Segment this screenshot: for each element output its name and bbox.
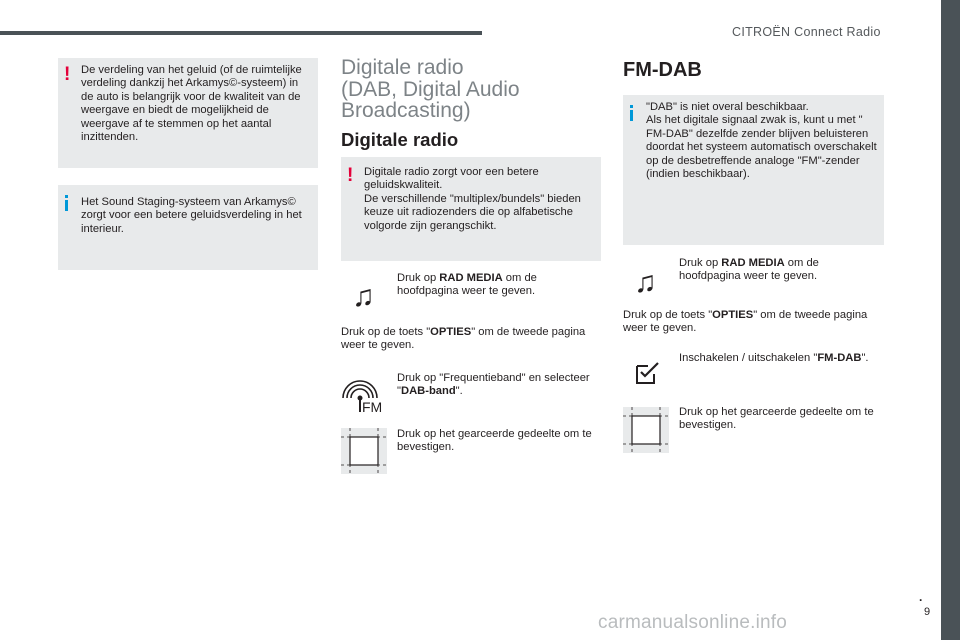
music-note-icon: ♫ <box>352 280 375 313</box>
step-text: Druk op "Frequentieband" en selecteer " <box>397 372 590 398</box>
para-key: OPTIES <box>712 309 754 321</box>
side-tab <box>941 0 960 640</box>
step-text: ". <box>455 385 463 398</box>
warning-note-sound <box>58 58 318 168</box>
note-line: De verschillende "multiplex/bundels" bieden keuze uit radiozenders die op alfabetische volgorde zijn gerangschikt. <box>364 192 581 232</box>
para-text: " om de tweede pagina weer te geven. <box>341 326 586 352</box>
touch-zone-icon <box>341 428 387 474</box>
page-dots: . <box>919 590 923 604</box>
step-text: Druk op <box>679 257 722 269</box>
music-note-icon: ♫ <box>634 266 657 299</box>
step-text: Inschakelen / uitschakelen " <box>679 352 818 364</box>
note-text: De verdeling van het geluid (of de ruimtelijke verdeling dankzij het Arkamys©-systeem) in de auto is belangrijk voor de kwaliteit van de weergave en biedt de mogelijkheid de weergave af te stemmen op het aantal inzittenden. <box>81 64 302 144</box>
paragraph-options <box>341 326 603 353</box>
heading-fm-dab: FM-DAB <box>623 59 702 81</box>
paragraph-options <box>623 309 885 336</box>
note-line: "DAB" is niet overal beschikbaar. <box>646 101 809 113</box>
header-rule <box>0 31 482 35</box>
step-toggle-fm-dab <box>679 352 879 365</box>
info-note-sound-staging <box>58 185 318 270</box>
note-line: Als het digitale signaal zwak is, kunt u met " FM-DAB" dezelfde zender blijven beluisteren doordat het systeem automatisch overschakelt op de desbetreffende analoge "FM"-zender (indien beschikbaar). <box>646 114 877 181</box>
step-confirm: Druk op het gearceerde gedeelte om te bevestigen. <box>397 428 592 454</box>
step-rad-media <box>397 272 597 299</box>
para-key: OPTIES <box>430 326 472 338</box>
step-key: DAB-band <box>400 385 456 398</box>
fm-label: FM <box>362 399 383 414</box>
step-text: ". <box>861 352 869 364</box>
title-line: Broadcasting) <box>341 99 471 122</box>
page-header-title: CITROËN Connect Radio <box>732 25 881 39</box>
info-icon <box>64 195 70 211</box>
step-rad-media <box>679 257 879 284</box>
radio-fm-icon <box>342 378 386 414</box>
note-line: Digitale radio zorgt voor een betere geluidskwaliteit. <box>364 166 539 192</box>
subheading-digital-radio: Digitale radio <box>341 129 459 150</box>
para-text: Druk op de toets " <box>341 326 431 338</box>
step-text: om de hoofdpagina weer te geven. <box>679 257 819 283</box>
title-line: Digitale radio <box>341 56 464 79</box>
step-key: RAD MEDIA <box>721 257 785 269</box>
page-number: 9 <box>924 606 931 618</box>
info-note-fm-dab <box>623 95 884 245</box>
section-title <box>341 57 520 122</box>
touch-zone-icon <box>623 407 669 453</box>
note-text <box>364 166 595 233</box>
para-text: Druk op de toets " <box>623 309 713 321</box>
note-text <box>646 101 878 181</box>
watermark: carmanualsonline.info <box>598 612 788 633</box>
note-text: Het Sound Staging-systeem van Arkamys© zorgt voor een betere geluidsverdeling in het interieur. <box>81 196 302 235</box>
step-confirm: Druk op het gearceerde gedeelte om te bevestigen. <box>679 406 874 432</box>
checkbox-icon <box>634 360 660 386</box>
exclamation-icon: ! <box>64 64 71 85</box>
step-text: om de hoofdpagina weer te geven. <box>397 272 537 298</box>
step-text: Druk op <box>397 272 440 284</box>
step-key: FM-DAB <box>817 352 862 364</box>
info-icon <box>629 105 635 121</box>
warning-note-digital-radio <box>341 157 601 261</box>
exclamation-icon: ! <box>347 165 354 186</box>
step-key: RAD MEDIA <box>439 272 503 284</box>
para-text: " om de tweede pagina weer te geven. <box>623 309 868 335</box>
step-frequency-band <box>397 372 597 399</box>
title-line: (DAB, Digital Audio <box>341 77 520 101</box>
